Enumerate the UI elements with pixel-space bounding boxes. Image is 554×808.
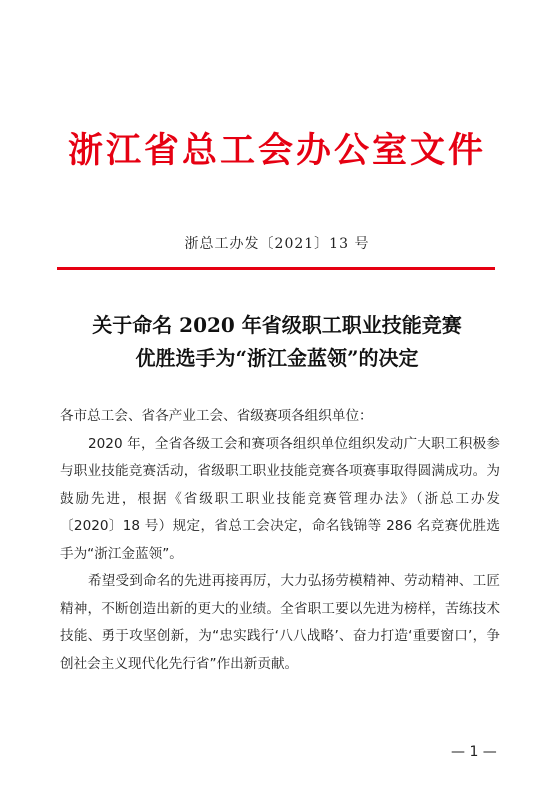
masthead-title: 浙江省总工会办公室文件 — [67, 130, 486, 171]
page-number: — 1 — — [451, 744, 497, 760]
title-line-1: 关于命名 2020 年省级职工职业技能竞赛 — [92, 313, 462, 337]
salutation: 各市总工会、省各产业工会、省级赛项各组织单位： — [60, 408, 373, 424]
document-body — [60, 403, 500, 678]
document-number: 浙总工办发〔2021〕13 号 — [184, 236, 370, 252]
red-divider — [57, 267, 495, 270]
paragraph-2: 希望受到命名的先进再接再厉，大力弘扬劳模精神、劳动精神、工匠精神，不断创造出新的更大的业绩。全省职工要以先进为榜样，苦练技术技能、勇于攻坚创新，为“忠实践行‘八八战略’、奋力打造‘重要窗口’，争创社会主义现代化先行省”作出新贡献。 — [60, 573, 500, 672]
title-line-2: 优胜选手为“浙江金蓝领”的决定 — [135, 346, 419, 370]
document-title — [40, 309, 514, 375]
paragraph-1: 2020 年，全省各级工会和赛项各组织单位组织发动广大职工积极参与职业技能竞赛活动，省级职工职业技能竞赛各项赛事取得圆满成功。为鼓励先进，根据《省级职工职业技能竞赛管理办法》（浙总工办发〔2020〕18 号）规定，省总工会决定，命名钱锦等 286 名竞赛优胜选手为“浙江金蓝领”。 — [60, 435, 500, 562]
